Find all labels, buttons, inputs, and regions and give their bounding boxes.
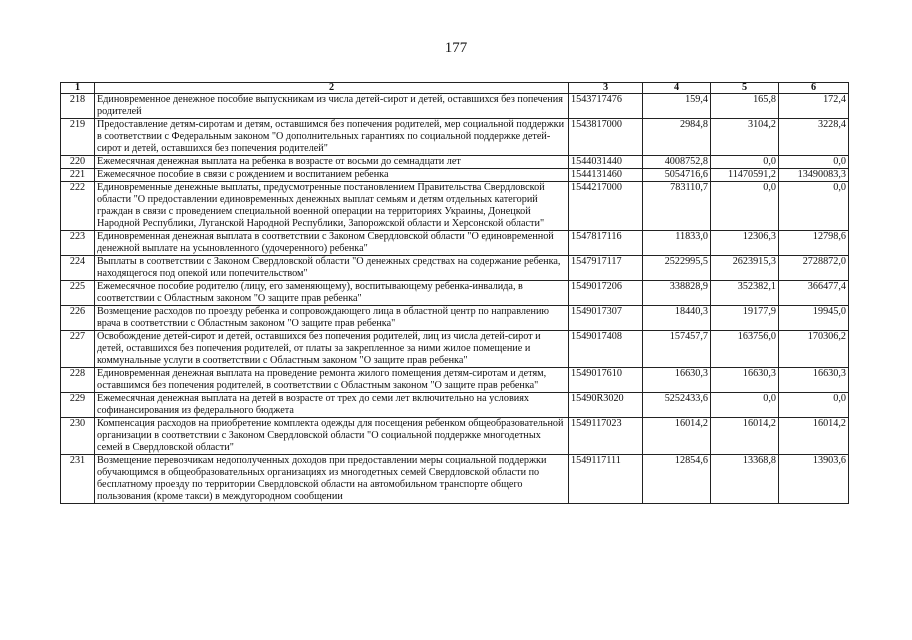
row-code: 1549017307 [569, 306, 643, 331]
row-number: 223 [61, 231, 95, 256]
row-code: 1543817000 [569, 119, 643, 156]
row-code: 1547817116 [569, 231, 643, 256]
table-row [61, 156, 849, 169]
row-number: 229 [61, 393, 95, 418]
row-amount-6: 13490083,3 [779, 169, 849, 182]
row-code: 1544031440 [569, 156, 643, 169]
table-row [61, 281, 849, 306]
row-description: Единовременное денежное пособие выпускникам из числа детей-сирот и детей, оставшихся без попечения родителей [95, 94, 569, 119]
row-description: Ежемесячное пособие в связи с рождением и воспитанием ребенка [95, 169, 569, 182]
header-row [61, 83, 849, 94]
row-number: 226 [61, 306, 95, 331]
row-amount-6: 19945,0 [779, 306, 849, 331]
header-col-4: 4 [643, 83, 711, 94]
page-number: 177 [444, 40, 468, 56]
row-description: Освобождение детей-сирот и детей, оставшихся без попечения родителей, лиц из числа детей-сирот и детей, оставшихся без попечения родителей, от платы за закрепленное за ними жилое помещение и коммунальные услуги в соответствии с Областным законом "О защите прав ребенка" [95, 331, 569, 368]
row-amount-5: 11470591,2 [711, 169, 779, 182]
table-row [61, 256, 849, 281]
row-amount-4: 18440,3 [643, 306, 711, 331]
row-amount-4: 5054716,6 [643, 169, 711, 182]
row-code: 1547917117 [569, 256, 643, 281]
row-amount-6: 13903,6 [779, 455, 849, 504]
row-description: Предоставление детям-сиротам и детям, оставшимся без попечения родителей, мер социальной поддержки в соответствии с Федеральным законом "О дополнительных гарантиях по социальной поддержке детей-сирот и детей, оставшихся без попечения родителей" [95, 119, 569, 156]
row-description: Ежемесячная денежная выплата на ребенка в возрасте от восьми до семнадцати лет [95, 156, 569, 169]
row-number: 225 [61, 281, 95, 306]
table-row [61, 418, 849, 455]
table-row [61, 119, 849, 156]
row-description: Выплаты в соответствии с Законом Свердловской области "О денежных средствах на содержание ребенка, находящегося под опекой или попечительством" [95, 256, 569, 281]
row-number: 222 [61, 182, 95, 231]
row-amount-5: 0,0 [711, 393, 779, 418]
row-code: 1549017206 [569, 281, 643, 306]
row-description: Ежемесячное пособие родителю (лицу, его заменяющему), воспитывающему ребенка-инвалида, в соответствии с Областным законом "О защите прав ребенка" [95, 281, 569, 306]
row-amount-5: 16014,2 [711, 418, 779, 455]
row-amount-5: 163756,0 [711, 331, 779, 368]
row-code: 1543717476 [569, 94, 643, 119]
row-code: 1549117111 [569, 455, 643, 504]
row-amount-5: 0,0 [711, 182, 779, 231]
row-amount-4: 16014,2 [643, 418, 711, 455]
table-row [61, 94, 849, 119]
row-code: 1549117023 [569, 418, 643, 455]
row-amount-5: 0,0 [711, 156, 779, 169]
row-amount-6: 16630,3 [779, 368, 849, 393]
row-number: 227 [61, 331, 95, 368]
row-amount-6: 12798,6 [779, 231, 849, 256]
header-col-5: 5 [711, 83, 779, 94]
row-amount-4: 16630,3 [643, 368, 711, 393]
table-row [61, 306, 849, 331]
table-row [61, 182, 849, 231]
row-number: 218 [61, 94, 95, 119]
row-amount-6: 366477,4 [779, 281, 849, 306]
row-amount-4: 11833,0 [643, 231, 711, 256]
row-amount-4: 4008752,8 [643, 156, 711, 169]
row-amount-6: 3228,4 [779, 119, 849, 156]
row-number: 219 [61, 119, 95, 156]
row-number: 231 [61, 455, 95, 504]
row-amount-6: 0,0 [779, 393, 849, 418]
row-amount-4: 12854,6 [643, 455, 711, 504]
row-amount-6: 172,4 [779, 94, 849, 119]
row-description: Ежемесячная денежная выплата на детей в возрасте от трех до семи лет включительно на условиях софинансирования из федерального бюджета [95, 393, 569, 418]
row-description: Возмещение расходов по проезду ребенка и сопровождающего лица в областной центр по направлению врача в соответствии с Областным законом "О защите прав ребенка" [95, 306, 569, 331]
row-code: 15490R3020 [569, 393, 643, 418]
row-amount-6: 0,0 [779, 182, 849, 231]
row-description: Компенсация расходов на приобретение комплекта одежды для посещения ребенком общеобразовательной организации в соответствии с Законом Свердловской области "О социальной поддержке многодетных семей в Свердловской области" [95, 418, 569, 455]
row-amount-4: 783110,7 [643, 182, 711, 231]
table-row [61, 368, 849, 393]
row-amount-6: 2728872,0 [779, 256, 849, 281]
header-col-3: 3 [569, 83, 643, 94]
row-number: 221 [61, 169, 95, 182]
row-description: Возмещение перевозчикам недополученных доходов при предоставлении меры социальной поддержки обучающимся в общеобразовательных организациях из многодетных семей Свердловской области по бесплатному проезду по территории Свердловской области на автомобильном транспорте общего пользования (кроме такси) в междугородном сообщении [95, 455, 569, 504]
row-amount-6: 0,0 [779, 156, 849, 169]
row-number: 230 [61, 418, 95, 455]
row-amount-4: 157457,7 [643, 331, 711, 368]
row-description: Единовременная денежная выплата на проведение ремонта жилого помещения детям-сиротам и детям, оставшимся без попечения родителей, в соответствии с Областным законом "О защите прав ребенка" [95, 368, 569, 393]
row-amount-4: 159,4 [643, 94, 711, 119]
header-col-6: 6 [779, 83, 849, 94]
row-amount-5: 2623915,3 [711, 256, 779, 281]
table-row [61, 455, 849, 504]
row-amount-4: 2522995,5 [643, 256, 711, 281]
row-amount-5: 16630,3 [711, 368, 779, 393]
header-col-1: 1 [61, 83, 95, 94]
row-amount-5: 19177,9 [711, 306, 779, 331]
row-code: 1544131460 [569, 169, 643, 182]
row-amount-4: 338828,9 [643, 281, 711, 306]
row-code: 1549017610 [569, 368, 643, 393]
table-row [61, 231, 849, 256]
row-description: Единовременная денежная выплата в соответствии с Законом Свердловской области "О единовременной денежной выплате на усыновленного (удочеренного) ребенка" [95, 231, 569, 256]
row-amount-5: 352382,1 [711, 281, 779, 306]
row-amount-6: 16014,2 [779, 418, 849, 455]
table-row [61, 331, 849, 368]
row-number: 220 [61, 156, 95, 169]
row-amount-5: 12306,3 [711, 231, 779, 256]
row-amount-5: 3104,2 [711, 119, 779, 156]
row-amount-5: 13368,8 [711, 455, 779, 504]
table-row [61, 169, 849, 182]
row-number: 228 [61, 368, 95, 393]
budget-table [60, 82, 849, 504]
row-amount-5: 165,8 [711, 94, 779, 119]
row-description: Единовременные денежные выплаты, предусмотренные постановлением Правительства Свердловской области "О предоставлении единовременных денежных выплат семьям и детям отдельных категорий граждан в связи с проведением специальной военной операции на территориях Украины, Донецкой Народной Республики, Луганской Народной Республики, Запорожской области и Херсонской области" [95, 182, 569, 231]
row-amount-6: 170306,2 [779, 331, 849, 368]
row-amount-4: 5252433,6 [643, 393, 711, 418]
row-amount-4: 2984,8 [643, 119, 711, 156]
table-row [61, 393, 849, 418]
row-code: 1544217000 [569, 182, 643, 231]
row-number: 224 [61, 256, 95, 281]
header-col-2: 2 [95, 83, 569, 94]
row-code: 1549017408 [569, 331, 643, 368]
